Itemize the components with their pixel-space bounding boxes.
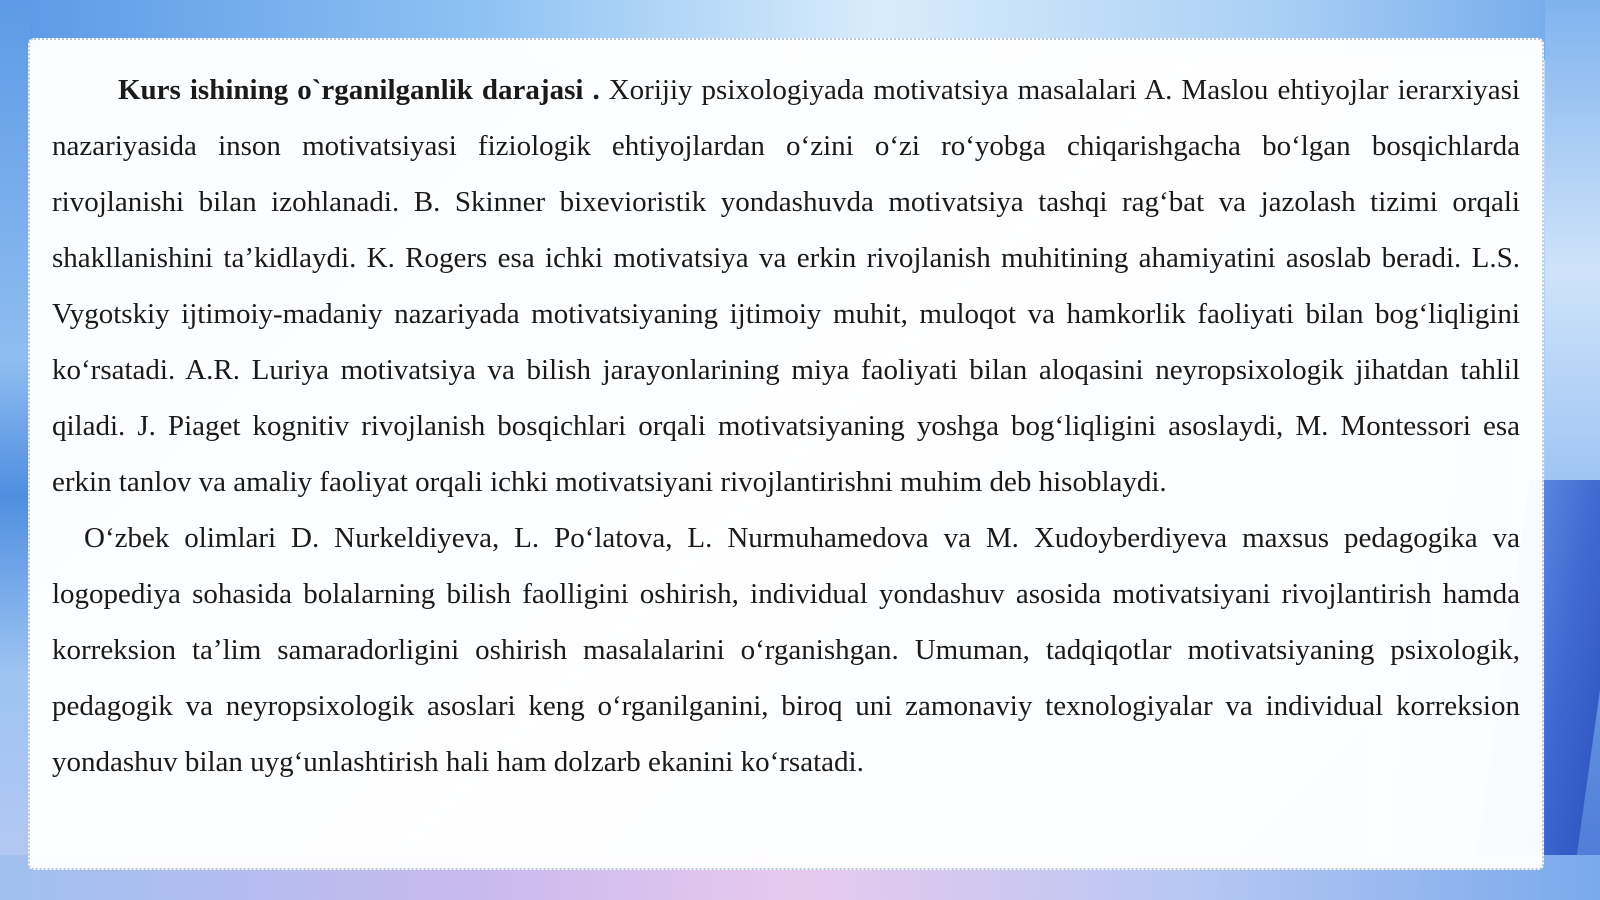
paragraph-uzbek-scholars [52, 510, 1520, 790]
paragraph-literature-review [52, 62, 1520, 510]
paragraph-text: O‘zbek olimlari D. Nurkeldiyeva, L. Po‘latova, L. Nurmuhamedova va M. Xudoyberdiyeva maxsus pedagogika va logopediya sohasida bolalarning bilish faolligini oshirish, individual yondashuv asosida motivatsiyani rivojlantirish hamda korreksion ta’lim samaradorligini oshirish masalalarini o‘rganishgan. Umuman, tadqiqotlar motivatsiyaning psixologik, pedagogik va neyropsixologik asoslari keng o‘rganilganini, biroq uni zamonaviy texnologiyalar va individual korreksion yondashuv bilan uyg‘unlashtirish hali ham dolzarb ekanini ko‘rsatadi. [52, 522, 1520, 778]
section-heading: Kurs ishining o`rganilganlik darajasi . [118, 74, 600, 106]
document-body [52, 62, 1520, 790]
background-left-band [0, 0, 30, 900]
paragraph-text: Xorijiy psixologiyada motivatsiya masalalari A. Maslou ehtiyojlar ierarxiyasi nazariyasida inson motivatsiyasi fiziologik ehtiyojlardan o‘zini o‘zi ro‘yobga chiqarishgacha bo‘lgan bosqichlarda rivojlanishi bilan izohlanadi. B. Skinner bixevioristik yondashuvda motivatsiya tashqi rag‘bat va jazolash tizimi orqali shakllanishini ta’kidlaydi. K. Rogers esa ichki motivatsiya va erkin rivojlanish muhitining ahamiyatini asoslab beradi. L.S. Vygotskiy ijtimoiy-madaniy nazariyada motivatsiyaning ijtimoiy muhit, muloqot va hamkorlik faoliyati bilan bog‘liqligini ko‘rsatadi. A.R. Luriya motivatsiya va bilish jarayonlarining miya faoliyati bilan aloqasini neyropsixologik jihatdan tahlil qiladi. J. Piaget kognitiv rivojlanish bosqichlari orqali motivatsiyaning yoshga bog‘liqligini asoslaydi, M. Montessori esa erkin tanlov va amaliy faoliyat orqali ichki motivatsiyani rivojlantirishni muhim deb hisoblaydi. [52, 74, 1520, 498]
